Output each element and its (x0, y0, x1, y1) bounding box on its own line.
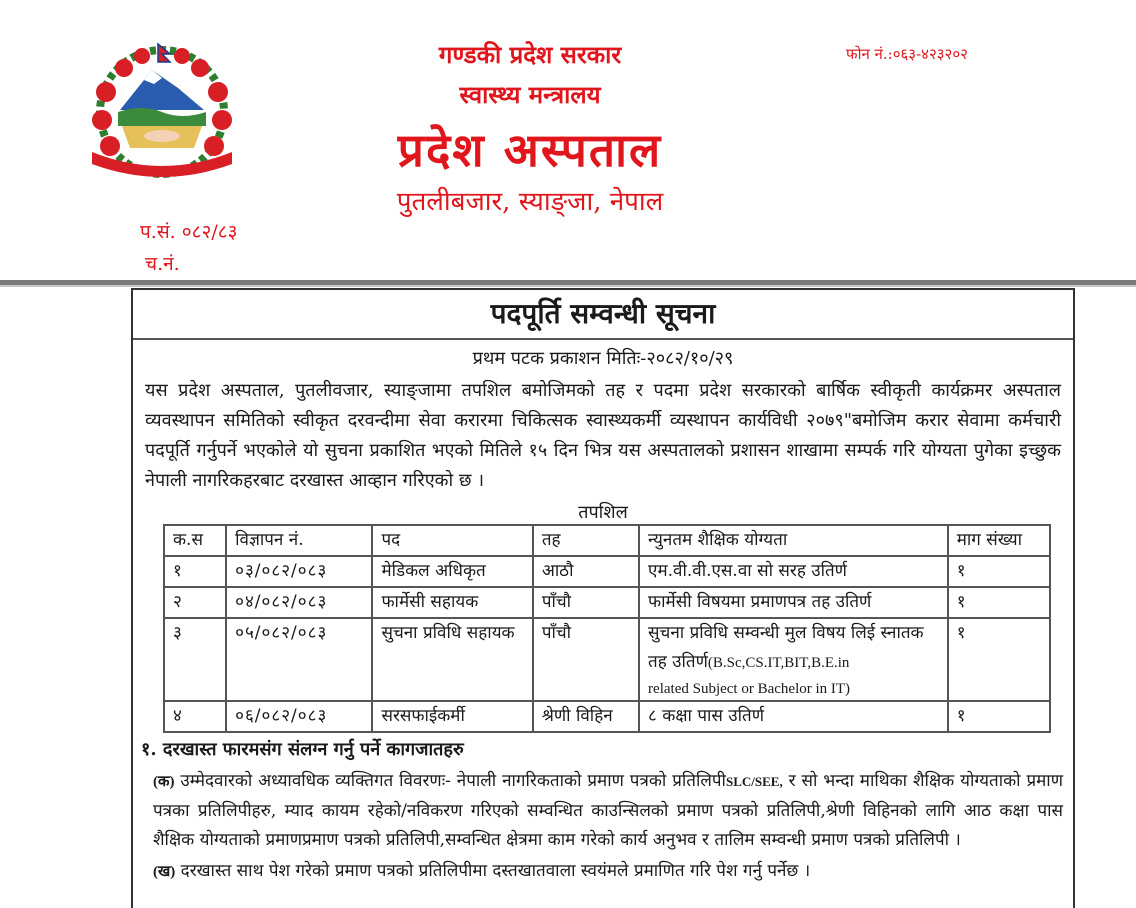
table-row (164, 618, 1050, 701)
hospital-name: प्रदेश अस्पताल (397, 123, 663, 177)
nepal-government-emblem-icon (82, 40, 242, 190)
notice-body: यस प्रदेश अस्पताल, पुतलीवजार, स्याङ्जामा तपशिल बमोजिमको तह र पदमा प्रदेश सरकारको बार्षिक स्वीकृती कार्यक्रमर अस्पताल व्यवस्थापन समितिको स्वीकृत दरवन्दीमा सेवा करारमा चिकित्सक स्वास्थ्यकर्मी व्यस्थापन कार्यविधी २०७९"बमोजिम करार सेवामा कर्मचारी पदपूर्ति गर्नुपर्ने भएकोले यो सुचना प्रकाशित भएको मितिले १५ दिन भित्र यस अस्पतालको प्रशासन शाखामा सम्पर्क गरि योग्यता पुगेका इच्छुक नेपाली नागरिकहरबाट दरखास्त आव्हान गरिएको छ । (145, 380, 1061, 491)
post-name: सरसफाईकर्मी (372, 701, 532, 732)
publication-date: प्रथम पटक प्रकाशन मितिः-२०८२/१०/२९ (472, 348, 734, 369)
ministry-name: स्वास्थ्य मन्त्रालय (459, 80, 601, 109)
item-tag: (क) (153, 774, 175, 790)
table-row (164, 701, 1050, 732)
table-row (164, 587, 1050, 618)
column-header: तह (533, 525, 639, 556)
item-text-continued: र सो भन्दा माथिका शैक्षिक योग्यताको प्रमाण पत्रका प्रतिलिपीहरु, म्याद कायम रहेको/नविकरण गरिएको सम्वन्धित काउन्सिलको प्रमाण पत्रको प्रतिलिपी,श्रेणी विहिनको लागि आठ कक्षा पास शैक्षिक योग्यताको प्रमाणप्रमाण पत्रको प्रतिलिपी,सम्वन्धित क्षेत्रमा काम गरेको कार्य अनुभव र तालिम सम्वन्धी प्रमाण पत्रको प्रतिलिपी । (153, 771, 1063, 850)
advertisement-number: ०५/०८२/०८३ (226, 618, 372, 701)
minimum-qualification: फार्मेसी विषयमा प्रमाणपत्र तह उतिर्ण (639, 587, 948, 618)
item-text: उम्मेदवारको अध्यावधिक व्यक्तिगत विवरणः- नेपाली नागरिकताको प्रमाण पत्रको प्रतिलिपी (180, 771, 726, 791)
post-level: पाँचौ (533, 618, 639, 701)
notice-box (131, 288, 1075, 908)
item-tag: (ख) (153, 864, 176, 880)
demand-count: १ (948, 556, 1050, 587)
serial-number: २ (164, 587, 226, 618)
notice-title: पदपूर्ति सम्वन्धी सूचना (133, 290, 1073, 340)
item-abbreviation: SLC/SEE, (725, 774, 783, 789)
government-name: गण्डकी प्रदेश सरकार (438, 40, 622, 69)
advertisement-number: ०३/०८२/०८३ (226, 556, 372, 587)
demand-count: १ (948, 701, 1050, 732)
column-header: न्युनतम शैक्षिक योग्यता (639, 525, 948, 556)
qualification-english: (B.Sc,CS.IT,BIT,B.E.in (707, 655, 850, 671)
demand-count: १ (948, 587, 1050, 618)
post-level: आठौ (533, 556, 639, 587)
required-documents-heading: १. दरखास्त फारमसंग संलग्न गर्नु पर्ने कागजातहरु (141, 739, 464, 760)
hospital-address: पुतलीबजार, स्याङ्जा, नेपाल (396, 187, 664, 217)
serial-number: १ (164, 556, 226, 587)
serial-number: ३ (164, 618, 226, 701)
demand-count: १ (948, 618, 1050, 701)
column-header: पद (372, 525, 532, 556)
minimum-qualification: एम.वी.वी.एस.वा सो सरह उतिर्ण (639, 556, 948, 587)
column-header: माग संख्या (948, 525, 1050, 556)
minimum-qualification (639, 618, 948, 701)
column-header: विज्ञापन नं. (226, 525, 372, 556)
document-item (153, 857, 1063, 887)
serial-number: ४ (164, 701, 226, 732)
qualification-text: सुचना प्रविधि सम्वन्धी मुल विषय लिई स्नातक तह उतिर्ण (648, 623, 924, 672)
vacancy-table (163, 524, 1051, 733)
post-name: मेडिकल अधिकृत (372, 556, 532, 587)
minimum-qualification: ८ कक्षा पास उतिर्ण (639, 701, 948, 732)
item-text: दरखास्त साथ पेश गरेको प्रमाण पत्रको प्रतिलिपीमा दस्तखातवाला स्वयंमले प्रमाणित गरि पेश गर्नु पर्नेछ । (180, 861, 811, 881)
advertisement-number: ०४/०८२/०८३ (226, 587, 372, 618)
header-divider (0, 280, 1136, 287)
document-item (153, 767, 1063, 855)
advertisement-number: ०६/०८२/०८३ (226, 701, 372, 732)
table-row (164, 556, 1050, 587)
qualification-english-continued: related Subject or Bachelor in IT) (648, 681, 851, 697)
dispatch-number: च.नं. (145, 253, 180, 275)
table-header-row (164, 525, 1050, 556)
post-name: फार्मेसी सहायक (372, 587, 532, 618)
reference-number: प.सं. ०८२/८३ (140, 221, 238, 243)
column-header: क.स (164, 525, 226, 556)
phone-number: फोन नं.:०६३-४२३२०२ (846, 45, 968, 63)
post-level: पाँचौ (533, 587, 639, 618)
post-level: श्रेणी विहिन (533, 701, 639, 732)
post-name: सुचना प्रविधि सहायक (372, 618, 532, 701)
annex-label: तपशिल (578, 502, 628, 523)
